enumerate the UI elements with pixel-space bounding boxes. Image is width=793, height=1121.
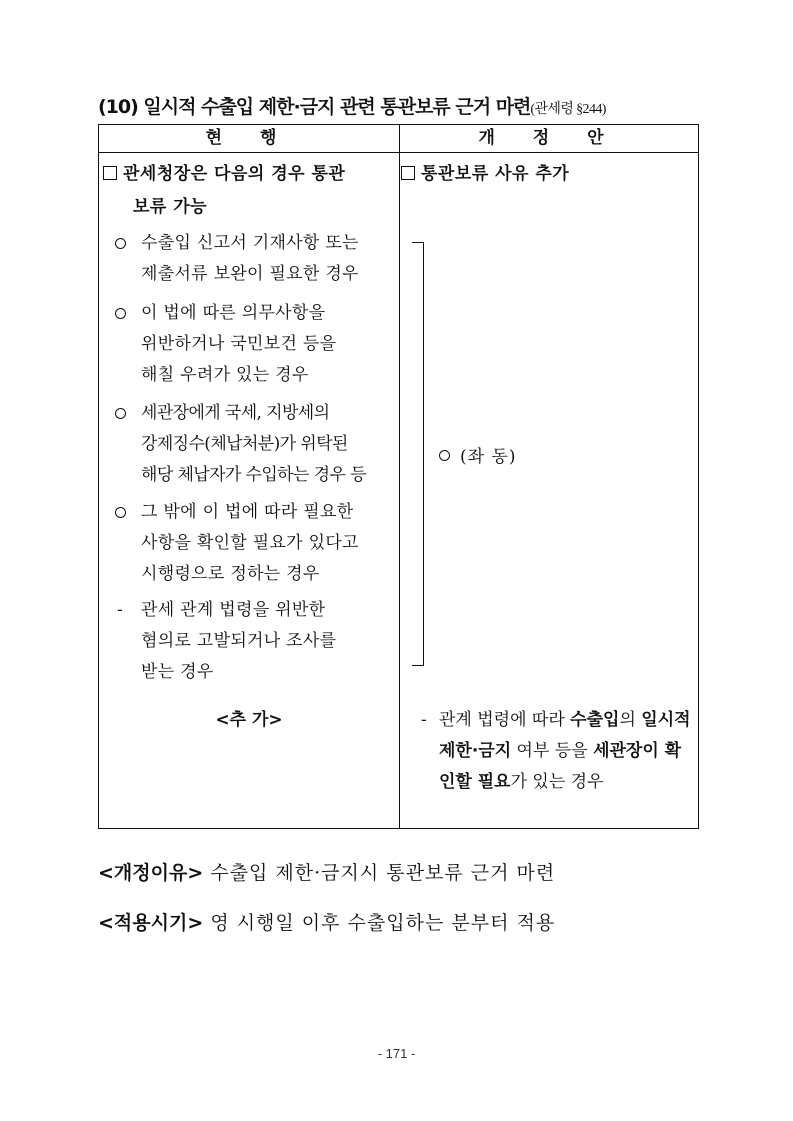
effective-date-label: <적용시기>	[98, 912, 204, 934]
page-number: - 171 -	[377, 1046, 416, 1061]
amendment-reason-label: <개정이유>	[98, 862, 204, 884]
text-run: 관계 법령에 따라	[439, 710, 571, 730]
added-provision-text	[439, 705, 697, 798]
list-item	[113, 595, 397, 688]
list-item-text: 이 법에 따른 의무사항을 위반하거나 국민보건 등을 해칠 우려가 있는 경우	[141, 303, 337, 385]
header-current: 현 행	[205, 128, 293, 148]
list-item	[113, 228, 397, 290]
current-summary-line1: 관세청장은 다음의 경우 통관	[123, 164, 346, 184]
emphasis-text: 일시적 제한·금지	[439, 710, 691, 761]
effective-date	[98, 908, 555, 935]
text-run: 여부 등을	[511, 741, 594, 761]
effective-date-text: 영 시행일 이후 수출입하는 분부터 적용	[210, 912, 556, 934]
bullet-circle-icon	[113, 398, 135, 430]
law-reference: (관세령 §244)	[530, 102, 606, 117]
bullet-circle-icon	[113, 298, 135, 330]
emphasis-text: 수출입	[570, 710, 620, 730]
list-item-text: 세관장에게 국세, 지방세의 강제징수(체납처분)가 위탁된 해당 체납자가 수입하는 경우 등	[141, 403, 366, 485]
bullet-circle-icon	[439, 450, 450, 461]
header-proposed: 개 정 안	[478, 128, 620, 148]
column-divider	[399, 125, 400, 828]
amendment-reason-text: 수출입 제한·금지시 통관보류 근거 마련	[210, 862, 556, 884]
list-item	[113, 398, 397, 491]
current-summary	[103, 158, 399, 224]
list-item-text: 관세 관계 법령을 위반한 혐의로 고발되거나 조사를 받는 경우	[141, 600, 337, 682]
amendment-reason	[98, 858, 555, 885]
bullet-circle-icon	[113, 228, 135, 260]
comparison-table	[98, 124, 699, 829]
list-item	[113, 298, 397, 391]
same-as-left	[437, 442, 517, 467]
emphasis-text: 세관장이 확인할 필요	[439, 741, 682, 792]
checkbox-square-icon	[401, 166, 415, 180]
section-title	[98, 92, 718, 119]
list-item-text: 그 밖에 이 법에 따라 필요한 사항을 확인할 필요가 있다고 시행령으로 정하는 경우	[141, 502, 359, 584]
proposed-summary	[401, 158, 697, 191]
sub-item-dash: -	[117, 600, 123, 620]
text-run: 가 있는 경우	[510, 772, 604, 792]
proposed-summary-text: 통관보류 사유 추가	[421, 164, 570, 184]
table-header-row	[99, 125, 698, 153]
current-summary-line2: 보류 가능	[133, 197, 208, 217]
bracket-line	[412, 242, 424, 666]
same-as-left-text: (좌 동)	[460, 447, 517, 467]
list-item-text: 수출입 신고서 기재사항 또는 제출서류 보완이 필요한 경우	[141, 233, 359, 284]
bullet-circle-icon	[113, 497, 135, 529]
checkbox-square-icon	[103, 166, 117, 180]
added-label: <추 가>	[215, 710, 283, 730]
list-item	[113, 497, 397, 590]
section-title-text: (10) 일시적 수출입 제한·금지 관련 통관보류 근거 마련	[98, 96, 531, 118]
sub-item-dash: -	[421, 710, 427, 730]
text-run: 의	[619, 710, 642, 730]
